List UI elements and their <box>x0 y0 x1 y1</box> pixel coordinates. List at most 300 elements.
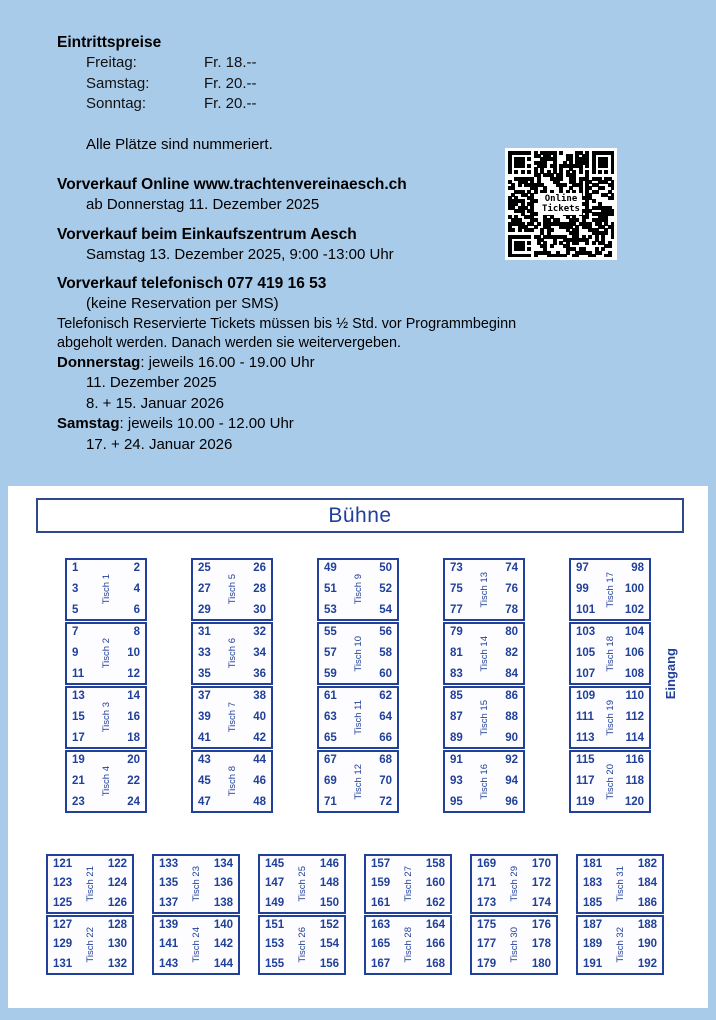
seat-table[interactable] <box>191 750 273 813</box>
seat-column <box>258 854 346 975</box>
seat-number[interactable]: 143 <box>159 957 179 970</box>
seat-number[interactable]: 53 <box>324 603 337 616</box>
seat-numbers-right <box>426 920 445 970</box>
seat-number[interactable]: 23 <box>72 795 85 808</box>
saturday-hours: : jeweils 10.00 - 12.00 Uhr <box>119 415 294 432</box>
seat-number[interactable]: 186 <box>637 896 657 909</box>
seat-number[interactable]: 48 <box>253 795 266 808</box>
seat-numbers-right <box>320 859 339 909</box>
seat-number[interactable]: 174 <box>531 896 551 909</box>
seat-number[interactable]: 161 <box>371 896 391 909</box>
seat-number[interactable]: 157 <box>371 858 391 870</box>
seat-number[interactable]: 121 <box>53 858 73 870</box>
seat-number[interactable]: 52 <box>379 582 392 595</box>
seat-number[interactable]: 155 <box>265 957 285 970</box>
seat-number[interactable]: 129 <box>53 938 73 951</box>
seat-table[interactable] <box>191 686 273 749</box>
seat-number[interactable]: 110 <box>625 690 644 702</box>
seat-number[interactable]: 168 <box>425 957 445 970</box>
seat-number[interactable]: 38 <box>253 690 266 702</box>
table-label-text: Tisch 3 <box>100 702 112 733</box>
seat-numbers-right <box>532 920 551 970</box>
seat-number[interactable]: 145 <box>265 858 285 870</box>
seat-number[interactable]: 37 <box>198 690 211 702</box>
seat-number[interactable]: 78 <box>505 603 518 616</box>
seat-table[interactable] <box>470 915 558 975</box>
seat-number[interactable]: 159 <box>371 877 391 890</box>
entrance-label-text: Eingang <box>663 648 678 700</box>
seat-number[interactable]: 135 <box>159 877 179 890</box>
seat-number[interactable]: 165 <box>371 938 391 951</box>
seat-table[interactable] <box>65 558 147 621</box>
seat-number[interactable]: 14 <box>127 690 140 702</box>
seat-number[interactable]: 68 <box>379 754 392 766</box>
phone-presale-subnote: (keine Reservation per SMS) <box>86 295 279 312</box>
seat-number[interactable]: 109 <box>576 690 596 702</box>
seat-number[interactable]: 73 <box>450 562 463 574</box>
seat-table[interactable] <box>46 854 134 914</box>
seat-number[interactable]: 181 <box>583 858 603 870</box>
seat-number[interactable]: 31 <box>198 626 211 638</box>
seat-number[interactable]: 100 <box>624 582 644 595</box>
seat-number[interactable]: 76 <box>505 582 518 595</box>
seat-numbers-right <box>625 627 644 680</box>
seat-number[interactable]: 117 <box>576 774 595 787</box>
seat-number[interactable]: 17 <box>72 731 85 744</box>
seat-number[interactable]: 6 <box>133 603 140 616</box>
seat-number[interactable]: 36 <box>253 667 266 680</box>
seat-number[interactable]: 99 <box>576 582 589 595</box>
seat-number[interactable]: 47 <box>198 795 211 808</box>
seat-number[interactable]: 127 <box>53 919 73 931</box>
seat-table[interactable] <box>317 622 399 685</box>
table-label-text: Tisch 9 <box>352 574 364 605</box>
seat-number[interactable]: 122 <box>107 858 127 870</box>
seat-number[interactable]: 133 <box>159 858 179 870</box>
seat-number[interactable]: 101 <box>576 603 596 616</box>
seat-numbers-left <box>576 691 595 744</box>
seat-table[interactable] <box>152 915 240 975</box>
seat-number[interactable]: 66 <box>379 731 392 744</box>
table-label-text: Tisch 31 <box>614 866 626 902</box>
seat-number[interactable]: 171 <box>477 877 497 890</box>
qr-code-caption <box>540 193 582 215</box>
seat-number[interactable]: 34 <box>253 646 266 659</box>
seat-table[interactable] <box>317 686 399 749</box>
seat-number[interactable]: 15 <box>72 710 85 723</box>
seat-numbers-right <box>379 563 392 616</box>
seat-table[interactable] <box>65 686 147 749</box>
seat-number[interactable]: 69 <box>324 774 337 787</box>
seat-number[interactable]: 107 <box>576 667 596 680</box>
seat-column <box>569 558 651 813</box>
seat-number[interactable]: 94 <box>505 774 518 787</box>
thursday-hours-row <box>57 353 577 374</box>
seat-number[interactable]: 72 <box>379 795 392 808</box>
seat-number[interactable]: 113 <box>576 731 595 744</box>
seat-table[interactable] <box>576 854 664 914</box>
seat-number[interactable]: 2 <box>133 562 140 574</box>
seat-table[interactable] <box>576 915 664 975</box>
seat-number[interactable]: 54 <box>379 603 392 616</box>
seat-number[interactable]: 183 <box>583 877 603 890</box>
seat-number[interactable]: 93 <box>450 774 463 787</box>
seat-table[interactable] <box>364 854 452 914</box>
price-day: Sonntag: <box>86 95 147 112</box>
seat-number[interactable]: 79 <box>450 626 463 638</box>
seat-number[interactable]: 97 <box>576 562 589 574</box>
seat-number[interactable]: 59 <box>324 667 337 680</box>
seat-number[interactable]: 22 <box>127 774 140 787</box>
price-row <box>57 74 577 95</box>
price-amount: Fr. 18.-- <box>204 54 257 71</box>
seat-numbers-right <box>505 563 518 616</box>
seat-number[interactable]: 163 <box>371 919 391 931</box>
qr-caption-line-1: Online <box>544 194 578 204</box>
table-label-text: Tisch 12 <box>352 763 364 800</box>
seat-number[interactable]: 63 <box>324 710 337 723</box>
seat-number[interactable]: 192 <box>637 957 657 970</box>
seat-number[interactable]: 169 <box>477 858 497 870</box>
seat-numbers-right <box>214 859 233 909</box>
seat-number[interactable]: 96 <box>505 795 518 808</box>
seat-number[interactable]: 30 <box>253 603 266 616</box>
seat-column <box>576 854 664 975</box>
seat-number[interactable]: 40 <box>253 710 266 723</box>
seat-number[interactable]: 4 <box>133 582 140 595</box>
seat-number[interactable]: 178 <box>531 938 551 951</box>
seat-number[interactable]: 11 <box>72 667 85 680</box>
seat-number[interactable]: 180 <box>531 957 551 970</box>
seat-number[interactable]: 75 <box>450 582 463 595</box>
seat-table[interactable] <box>569 622 651 685</box>
seat-number[interactable]: 120 <box>624 795 644 808</box>
seat-number[interactable]: 21 <box>72 774 85 787</box>
seat-number[interactable]: 160 <box>425 877 445 890</box>
seat-number[interactable]: 90 <box>505 731 518 744</box>
seat-number[interactable]: 138 <box>213 896 233 909</box>
online-presale-heading[interactable]: Vorverkauf Online www.trachtenvereinaesch.ch <box>57 176 407 193</box>
seat-number[interactable]: 132 <box>107 957 127 970</box>
seat-number[interactable]: 81 <box>450 646 463 659</box>
seat-number[interactable]: 16 <box>127 710 140 723</box>
seat-numbers-left <box>576 563 595 616</box>
seat-number[interactable]: 18 <box>127 731 140 744</box>
seat-numbers-right <box>253 755 266 808</box>
seat-number[interactable]: 136 <box>213 877 233 890</box>
seat-number[interactable]: 156 <box>319 957 339 970</box>
seat-number[interactable]: 84 <box>505 667 518 680</box>
seat-number[interactable]: 49 <box>324 562 337 574</box>
seat-number[interactable]: 70 <box>379 774 392 787</box>
seat-numbers-left <box>576 755 595 808</box>
seat-numbers-left <box>265 920 284 970</box>
seat-number[interactable]: 39 <box>198 710 211 723</box>
price-day: Freitag: <box>86 54 137 71</box>
seat-number[interactable]: 12 <box>127 667 140 680</box>
seat-number[interactable]: 74 <box>505 562 518 574</box>
seat-number[interactable]: 173 <box>477 896 497 909</box>
seat-numbers-left <box>583 859 602 909</box>
seat-number[interactable]: 86 <box>505 690 518 702</box>
seat-numbers-right <box>108 920 127 970</box>
seat-numbers-right <box>625 563 644 616</box>
seat-number[interactable]: 5 <box>72 603 79 616</box>
seat-number[interactable]: 32 <box>253 626 266 638</box>
seat-number[interactable]: 151 <box>265 919 285 931</box>
seat-number[interactable]: 115 <box>576 754 595 766</box>
seat-number[interactable]: 44 <box>253 754 266 766</box>
seat-number[interactable]: 87 <box>450 710 463 723</box>
seat-number[interactable]: 41 <box>198 731 211 744</box>
seat-number[interactable]: 27 <box>198 582 211 595</box>
seat-numbers-left <box>450 691 463 744</box>
seat-number[interactable]: 60 <box>379 667 392 680</box>
seat-table[interactable] <box>569 750 651 813</box>
seat-table[interactable] <box>364 915 452 975</box>
seat-number[interactable]: 82 <box>505 646 518 659</box>
seat-number[interactable]: 184 <box>637 877 657 890</box>
seat-number[interactable]: 141 <box>159 938 179 951</box>
seat-numbers-right <box>379 691 392 744</box>
seat-number[interactable]: 28 <box>253 582 266 595</box>
seat-number[interactable]: 55 <box>324 626 337 638</box>
seat-number[interactable]: 1 <box>72 562 79 574</box>
seat-number[interactable]: 13 <box>72 690 85 702</box>
seat-table[interactable] <box>569 686 651 749</box>
seat-table[interactable] <box>443 558 525 621</box>
seat-number[interactable]: 139 <box>159 919 179 931</box>
seat-table[interactable] <box>443 750 525 813</box>
seat-number[interactable]: 152 <box>319 919 339 931</box>
seat-numbers-right <box>505 755 518 808</box>
seat-table[interactable] <box>65 622 147 685</box>
seat-number[interactable]: 176 <box>531 919 551 931</box>
seat-number[interactable]: 67 <box>324 754 337 766</box>
seat-number[interactable]: 65 <box>324 731 337 744</box>
seat-number[interactable]: 131 <box>53 957 73 970</box>
seat-numbers-left <box>477 859 496 909</box>
seat-number[interactable]: 8 <box>133 626 140 638</box>
table-label-text: Tisch 2 <box>100 638 112 669</box>
seat-number[interactable]: 119 <box>576 795 595 808</box>
seat-column <box>191 558 273 813</box>
seat-numbers-left <box>72 627 84 680</box>
seat-number[interactable]: 112 <box>625 710 644 723</box>
seat-table[interactable] <box>191 558 273 621</box>
seat-table[interactable] <box>317 558 399 621</box>
seat-number[interactable]: 42 <box>253 731 266 744</box>
seat-table[interactable] <box>443 686 525 749</box>
seat-numbers-right <box>379 755 392 808</box>
seat-numbers-right <box>127 627 140 680</box>
seat-number[interactable]: 123 <box>53 877 73 890</box>
seat-numbers-left <box>265 859 284 909</box>
seat-table[interactable] <box>65 750 147 813</box>
seat-number[interactable]: 187 <box>583 919 603 931</box>
seat-number[interactable]: 167 <box>371 957 391 970</box>
seat-number[interactable]: 153 <box>265 938 285 951</box>
seat-number[interactable]: 172 <box>531 877 551 890</box>
seat-number[interactable]: 88 <box>505 710 518 723</box>
seat-number[interactable]: 80 <box>505 626 518 638</box>
seat-number[interactable]: 177 <box>477 938 497 951</box>
reservation-note-line-2: abgeholt werden. Danach werden sie weitervergeben. <box>57 334 401 351</box>
seat-number[interactable]: 185 <box>583 896 603 909</box>
seat-number[interactable]: 58 <box>379 646 392 659</box>
seat-number[interactable]: 29 <box>198 603 211 616</box>
seat-table[interactable] <box>258 854 346 914</box>
seat-number[interactable]: 140 <box>213 919 233 931</box>
seat-number[interactable]: 114 <box>625 731 644 744</box>
seat-numbers-right <box>625 691 644 744</box>
seat-number[interactable]: 189 <box>583 938 603 951</box>
seat-number[interactable]: 175 <box>477 919 497 931</box>
seat-number[interactable]: 125 <box>53 896 73 909</box>
seat-numbers-left <box>324 563 337 616</box>
seat-number[interactable]: 154 <box>319 938 339 951</box>
seat-number[interactable]: 71 <box>324 795 337 808</box>
qr-code[interactable] <box>505 148 617 260</box>
seat-number[interactable]: 56 <box>379 626 392 638</box>
seat-number[interactable]: 106 <box>624 646 644 659</box>
numbered-seats-note: Alle Plätze sind nummeriert. <box>86 135 273 153</box>
seat-number[interactable]: 50 <box>379 562 392 574</box>
table-label-text: Tisch 23 <box>190 866 202 902</box>
table-label-text: Tisch 6 <box>226 638 238 669</box>
seat-number[interactable]: 142 <box>213 938 233 951</box>
seat-number[interactable]: 45 <box>198 774 211 787</box>
seat-number[interactable]: 91 <box>450 754 463 766</box>
price-day: Samstag: <box>86 74 150 92</box>
seat-number[interactable]: 179 <box>477 957 497 970</box>
seat-number[interactable]: 26 <box>253 562 266 574</box>
table-label-text: Tisch 18 <box>604 635 616 672</box>
seat-column <box>317 558 399 813</box>
seat-number[interactable]: 19 <box>72 754 85 766</box>
seat-number[interactable]: 46 <box>253 774 266 787</box>
saturday-label: Samstag <box>57 415 120 432</box>
seat-table[interactable] <box>317 750 399 813</box>
table-label-text: Tisch 13 <box>478 571 490 608</box>
seat-number[interactable]: 33 <box>198 646 211 659</box>
seat-number[interactable]: 62 <box>379 690 392 702</box>
seat-number[interactable]: 61 <box>324 690 337 702</box>
seat-number[interactable]: 57 <box>324 646 337 659</box>
info-text-block <box>57 33 577 455</box>
seat-number[interactable]: 108 <box>624 667 644 680</box>
seat-table[interactable] <box>258 915 346 975</box>
seat-column <box>152 854 240 975</box>
seat-number[interactable]: 144 <box>213 957 233 970</box>
seat-number[interactable]: 103 <box>576 626 596 638</box>
seat-table[interactable] <box>470 854 558 914</box>
seat-number[interactable]: 166 <box>425 938 445 951</box>
seat-number[interactable]: 35 <box>198 667 211 680</box>
seat-number[interactable]: 95 <box>450 795 463 808</box>
seat-number[interactable]: 137 <box>159 896 179 909</box>
table-label-text: Tisch 16 <box>478 763 490 800</box>
seat-numbers-right <box>638 920 657 970</box>
price-amount: Fr. 20.-- <box>204 74 257 92</box>
seat-table[interactable] <box>46 915 134 975</box>
seat-number[interactable]: 25 <box>198 562 211 574</box>
seat-number[interactable]: 105 <box>576 646 596 659</box>
seat-number[interactable]: 158 <box>425 858 445 870</box>
seat-table[interactable] <box>152 854 240 914</box>
seat-number[interactable]: 124 <box>107 877 127 890</box>
seat-number[interactable]: 77 <box>450 603 463 616</box>
seat-number[interactable]: 104 <box>624 626 644 638</box>
stage-bar <box>36 498 684 533</box>
seat-number[interactable]: 20 <box>127 754 140 766</box>
seat-number[interactable]: 10 <box>127 646 140 659</box>
seat-number[interactable]: 83 <box>450 667 463 680</box>
seat-number[interactable]: 146 <box>319 858 339 870</box>
seat-table[interactable] <box>191 622 273 685</box>
seat-numbers-right <box>253 627 266 680</box>
seat-number[interactable]: 51 <box>324 582 337 595</box>
seat-number[interactable]: 149 <box>265 896 285 909</box>
seat-number[interactable]: 64 <box>379 710 392 723</box>
seat-table[interactable] <box>569 558 651 621</box>
seat-number[interactable]: 147 <box>265 877 285 890</box>
seat-number[interactable]: 150 <box>319 896 339 909</box>
seat-number[interactable]: 188 <box>637 919 657 931</box>
seat-number[interactable]: 3 <box>72 582 79 595</box>
seat-number[interactable]: 182 <box>637 858 657 870</box>
seat-number[interactable]: 191 <box>583 957 603 970</box>
seat-numbers-left <box>324 627 337 680</box>
entrance-label <box>663 648 678 704</box>
seat-number[interactable]: 102 <box>624 603 644 616</box>
seat-number[interactable]: 118 <box>625 774 644 787</box>
table-label-text: Tisch 22 <box>84 927 96 963</box>
seat-number[interactable]: 164 <box>425 919 445 931</box>
seat-number[interactable]: 43 <box>198 754 211 766</box>
seat-table[interactable] <box>443 622 525 685</box>
seat-column <box>470 854 558 975</box>
seat-numbers-left <box>324 755 337 808</box>
seat-number[interactable]: 7 <box>72 626 79 638</box>
seat-number[interactable]: 148 <box>319 877 339 890</box>
seat-numbers-left <box>450 563 463 616</box>
seat-number[interactable]: 98 <box>631 562 644 574</box>
seat-numbers-right <box>379 627 392 680</box>
seat-number[interactable]: 85 <box>450 690 463 702</box>
seat-numbers-right <box>214 920 233 970</box>
seat-number[interactable]: 116 <box>625 754 644 766</box>
seat-number[interactable]: 134 <box>213 858 233 870</box>
seat-numbers-right <box>625 755 644 808</box>
seat-number[interactable]: 126 <box>107 896 127 909</box>
seat-number[interactable]: 130 <box>107 938 127 951</box>
stage-label: Bühne <box>328 503 392 527</box>
seat-number[interactable]: 162 <box>425 896 445 909</box>
seat-number[interactable]: 170 <box>531 858 551 870</box>
seat-number[interactable]: 9 <box>72 646 79 659</box>
seat-number[interactable]: 128 <box>107 919 127 931</box>
seat-numbers-right <box>253 563 266 616</box>
seat-number[interactable]: 111 <box>576 710 594 723</box>
seat-number[interactable]: 92 <box>505 754 518 766</box>
seat-column <box>65 558 147 813</box>
seat-numbers-right <box>426 859 445 909</box>
lower-column-row <box>46 854 676 975</box>
seat-number[interactable]: 24 <box>127 795 140 808</box>
seat-number[interactable]: 190 <box>637 938 657 951</box>
seat-number[interactable]: 89 <box>450 731 463 744</box>
